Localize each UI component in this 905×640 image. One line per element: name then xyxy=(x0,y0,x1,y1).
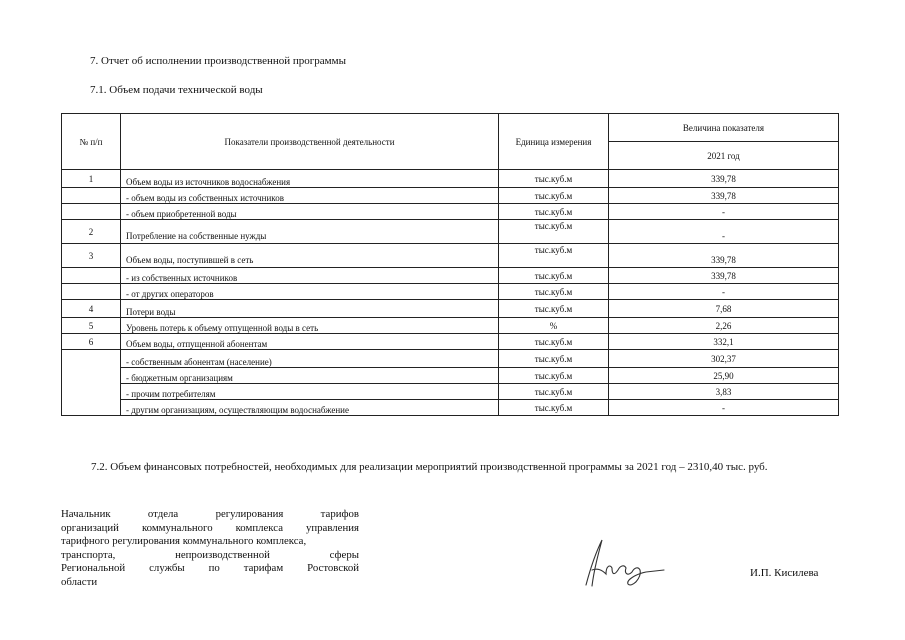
indicator-name: - прочим потребителям xyxy=(121,384,499,400)
indicator-name: Потребление на собственные нужды xyxy=(121,220,499,244)
signatory-position xyxy=(61,508,359,590)
unit-of-measure: тыс.куб.м xyxy=(499,268,609,284)
indicator-name: - другим организациям, осуществляющим водоснабжение xyxy=(121,400,499,416)
signatory-line: Начальник отдела регулирования тарифов xyxy=(61,508,359,520)
subsection-title: 7.1. Объем подачи технической воды xyxy=(90,84,263,96)
row-number: 3 xyxy=(62,244,121,268)
indicator-value: - xyxy=(609,284,839,300)
table-row xyxy=(62,350,839,368)
table-row xyxy=(62,220,839,244)
unit-of-measure: тыс.куб.м xyxy=(499,170,609,188)
row-number xyxy=(62,350,121,416)
header-indicator: Показатели производственной деятельности xyxy=(121,114,499,170)
table-row xyxy=(62,318,839,334)
row-number xyxy=(62,204,121,220)
table-row xyxy=(62,368,839,384)
water-supply-table xyxy=(61,113,839,416)
indicator-name: Потери воды xyxy=(121,300,499,318)
indicator-value: 339,78 xyxy=(609,268,839,284)
table-row xyxy=(62,400,839,416)
table-row xyxy=(62,204,839,220)
table-row xyxy=(62,170,839,188)
unit-of-measure: тыс.куб.м xyxy=(499,300,609,318)
table-row xyxy=(62,188,839,204)
unit-of-measure: тыс.куб.м xyxy=(499,334,609,350)
header-year: 2021 год xyxy=(609,142,839,170)
handwritten-signature xyxy=(572,530,667,592)
signatory-line: организаций коммунального комплекса управления xyxy=(61,521,359,534)
indicator-value: 25,90 xyxy=(609,368,839,384)
indicator-value: - xyxy=(609,220,839,244)
signatory-line: области xyxy=(61,575,98,588)
table-row xyxy=(62,334,839,350)
signatory-line: транспорта, непроизводственной сферы xyxy=(61,548,359,561)
indicator-value: - xyxy=(609,400,839,416)
header-value-group: Величина показателя xyxy=(609,114,839,142)
unit-of-measure: тыс.куб.м xyxy=(499,350,609,368)
unit-of-measure: тыс.куб.м xyxy=(499,368,609,384)
row-number: 6 xyxy=(62,334,121,350)
indicator-name: Уровень потерь к объему отпущенной воды в сеть xyxy=(121,318,499,334)
row-number: 1 xyxy=(62,170,121,188)
header-num: № п/п xyxy=(62,114,121,170)
unit-of-measure: тыс.куб.м xyxy=(499,400,609,416)
table-row xyxy=(62,284,839,300)
indicator-value: - xyxy=(609,204,839,220)
row-number xyxy=(62,268,121,284)
table-row xyxy=(62,268,839,284)
financial-note: 7.2. Объем финансовых потребностей, необходимых для реализации мероприятий производственной программы за 2021 год – 2310,40 тыс. руб. xyxy=(91,461,768,473)
signatory-line: Региональной службы по тарифам Ростовской xyxy=(61,562,359,575)
indicator-value: 339,78 xyxy=(609,188,839,204)
indicator-name: - собственным абонентам (население) xyxy=(121,350,499,368)
row-number: 2 xyxy=(62,220,121,244)
unit-of-measure: тыс.куб.м xyxy=(499,188,609,204)
row-number xyxy=(62,188,121,204)
header-unit: Единица измерения xyxy=(499,114,609,170)
indicator-value: 332,1 xyxy=(609,334,839,350)
indicator-value: 302,37 xyxy=(609,350,839,368)
unit-of-measure: тыс.куб.м xyxy=(499,284,609,300)
unit-of-measure: % xyxy=(499,318,609,334)
section-title: 7. Отчет об исполнении производственной программы xyxy=(90,55,346,67)
unit-of-measure: тыс.куб.м xyxy=(499,220,609,244)
indicator-name: Объем воды из источников водоснабжения xyxy=(121,170,499,188)
indicator-name: - бюджетным организациям xyxy=(121,368,499,384)
indicator-name: Объем воды, поступившей в сеть xyxy=(121,244,499,268)
indicator-value: 339,78 xyxy=(609,170,839,188)
unit-of-measure: тыс.куб.м xyxy=(499,384,609,400)
indicator-name: Объем воды, отпущенной абонентам xyxy=(121,334,499,350)
unit-of-measure: тыс.куб.м xyxy=(499,204,609,220)
unit-of-measure: тыс.куб.м xyxy=(499,244,609,268)
indicator-value: 3,83 xyxy=(609,384,839,400)
indicator-name: - объем приобретенной воды xyxy=(121,204,499,220)
indicator-name: - из собственных источников xyxy=(121,268,499,284)
signatory-line: тарифного регулирования коммунального комплекса, xyxy=(61,535,307,548)
signer-name: И.П. Кисилева xyxy=(750,567,819,579)
row-number: 4 xyxy=(62,300,121,318)
indicator-value: 7,68 xyxy=(609,300,839,318)
row-number: 5 xyxy=(62,318,121,334)
indicator-name: - объем воды из собственных источников xyxy=(121,188,499,204)
table-row xyxy=(62,244,839,268)
table-body xyxy=(62,170,839,416)
table-row xyxy=(62,300,839,318)
row-number xyxy=(62,284,121,300)
table-row xyxy=(62,384,839,400)
indicator-value: 339,78 xyxy=(609,244,839,268)
indicator-value: 2,26 xyxy=(609,318,839,334)
indicator-name: - от других операторов xyxy=(121,284,499,300)
